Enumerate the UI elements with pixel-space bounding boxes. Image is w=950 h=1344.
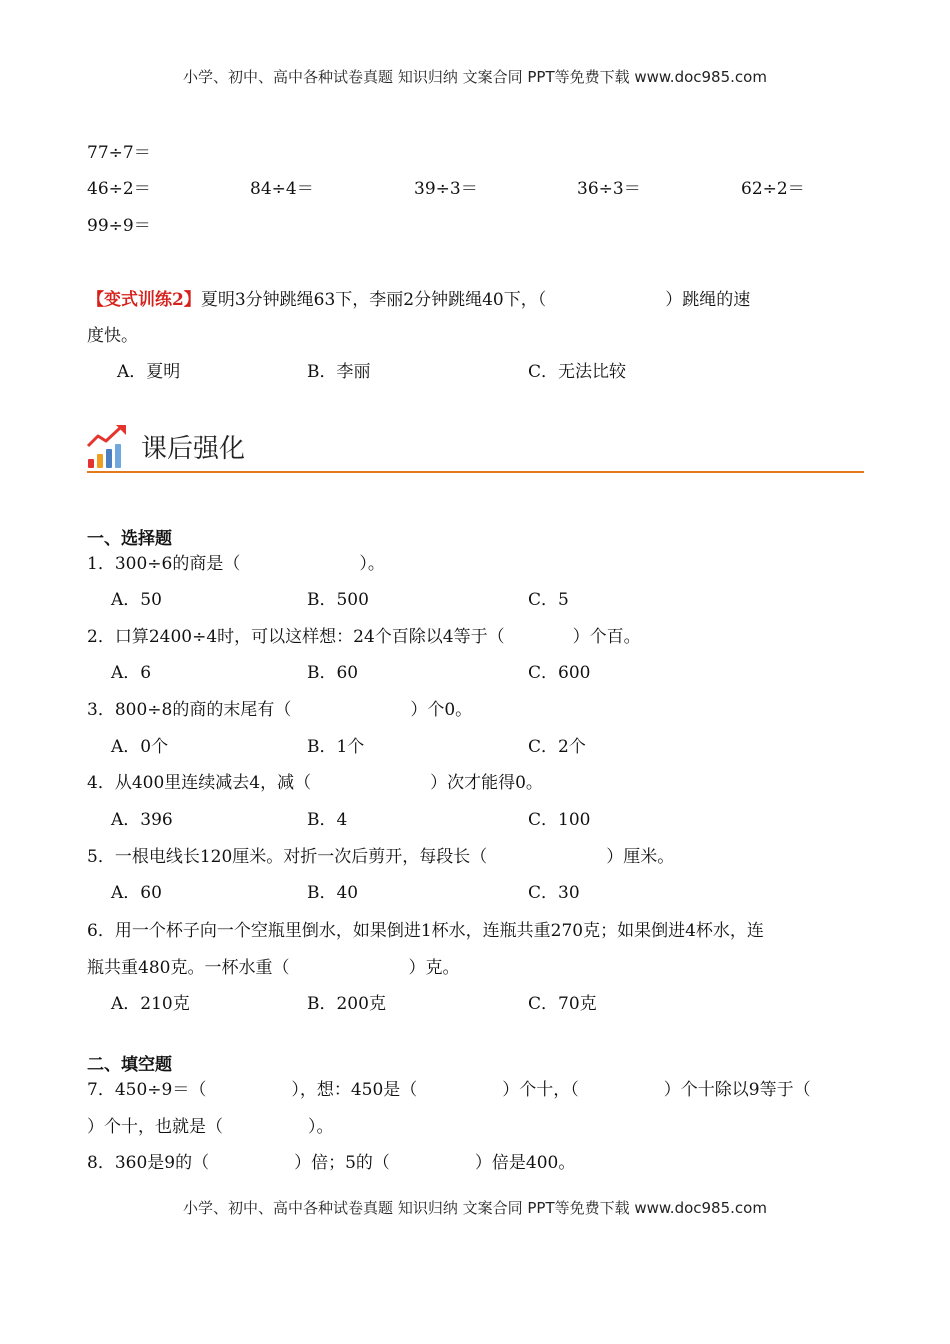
q5-option-c: C．30 [528,883,580,903]
section-divider [87,471,864,473]
page-header: 小学、初中、高中各种试卷真题 知识归纳 文案合同 PPT等免费下载 www.doc985.com [183,68,767,86]
question-4: 4．从400里连续减去4，减（ ）次才能得0。 [87,773,543,793]
calc-item: 62÷2＝ [741,179,805,199]
q2-option-a: A．6 [111,663,152,683]
q6-option-c: C．70克 [528,994,597,1014]
q1-option-c: C．5 [528,590,569,610]
question-2: 2．口算2400÷4时，可以这样想：24个百除以4等于（ ）个百。 [87,627,641,647]
page-footer: 小学、初中、高中各种试卷真题 知识归纳 文案合同 PPT等免费下载 www.doc985.com [183,1199,767,1217]
question-6-line1: 6．用一个杯子向一个空瓶里倒水，如果倒进1杯水，连瓶共重270克；如果倒进4杯水，连 [87,921,764,941]
section-title: 课后强化 [141,434,246,464]
calc-item: 46÷2＝ [87,179,151,199]
question-1: 1．300÷6的商是（ ）。 [87,554,385,574]
calc-item: 77÷7＝ [87,143,151,163]
option-b: B．李丽 [307,362,371,382]
q1-option-a: A．50 [111,590,162,610]
variant-line1: 夏明3分钟跳绳63下，李丽2分钟跳绳40下，（ ）跳绳的速 [200,290,751,310]
option-a: A．夏明 [117,362,181,382]
q4-option-c: C．100 [528,810,591,830]
q5-option-b: B．40 [307,883,359,903]
q3-option-c: C．2个 [528,737,586,757]
option-c: C．无法比较 [528,362,627,382]
question-7-line2: ）个十，也就是（ ）。 [87,1117,334,1137]
q6-option-a: A．210克 [111,994,190,1014]
q2-option-c: C．600 [528,663,591,683]
q3-option-a: A．0个 [111,737,169,757]
q6-option-b: B．200克 [307,994,386,1014]
q1-option-b: B．500 [307,590,369,610]
q4-option-b: B．4 [307,810,348,830]
question-3: 3．800÷8的商的末尾有（ ）个0。 [87,700,473,720]
question-5: 5．一根电线长120厘米。对折一次后剪开，每段长（ ）厘米。 [87,847,675,867]
q4-option-a: A．396 [111,810,173,830]
q5-option-a: A．60 [111,883,162,903]
question-8: 8．360是9的（ ）倍；5的（ ）倍是400。 [87,1153,576,1173]
q2-option-b: B．60 [307,663,359,683]
growth-chart-icon [86,424,130,468]
variant-tag: 【变式训练2】 [87,290,201,310]
variant-question [87,285,750,310]
question-7-line1: 7．450÷9＝（ ），想：450是（ ）个十，（ ）个十除以9等于（ [87,1080,811,1100]
calc-item: 36÷3＝ [577,179,641,199]
calc-item: 39÷3＝ [414,179,478,199]
question-6-line2: 瓶共重480克。一杯水重（ ）克。 [87,958,460,978]
calc-item: 84÷4＝ [250,179,314,199]
calc-item: 99÷9＝ [87,216,151,236]
part1-title: 一、选择题 [87,529,172,549]
part2-title: 二、填空题 [87,1055,172,1075]
variant-line2: 度快。 [87,326,138,346]
q3-option-b: B．1个 [307,737,365,757]
